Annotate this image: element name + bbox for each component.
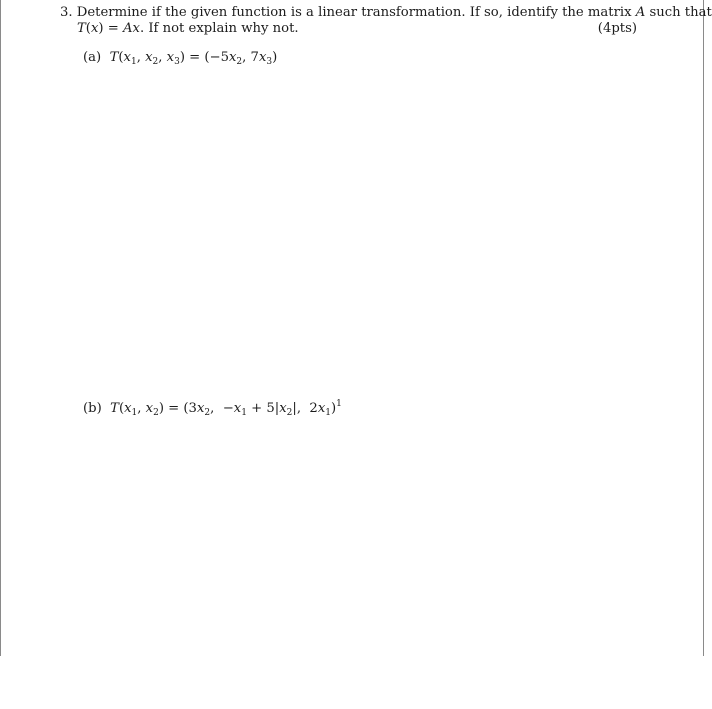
part-a-expression: $T(x_1$, $x_2$, $x_3) = (-5x_2$, $7x_3$) <box>109 50 278 67</box>
question-points: (4pts) <box>597 21 637 36</box>
part-b-expression: $T(x_1$, $x_2) = (3x_2$, $-x_1 + 5|x_2|$, $2x_1)^1$ <box>110 399 342 418</box>
question-prompt-line-2: T(x) = Ax. If not explain why not. <box>77 21 299 36</box>
part-a <box>83 50 277 66</box>
part-a-label: (a) <box>83 50 102 65</box>
question-prompt-text: Determine if the given function is a linear transformation. If so, identify the matrix A such that <box>76 5 712 20</box>
question-prompt-line-1 <box>60 5 712 21</box>
part-b <box>83 401 342 417</box>
part-b-label: (b) <box>83 401 102 416</box>
question-number: 3. <box>60 5 73 20</box>
